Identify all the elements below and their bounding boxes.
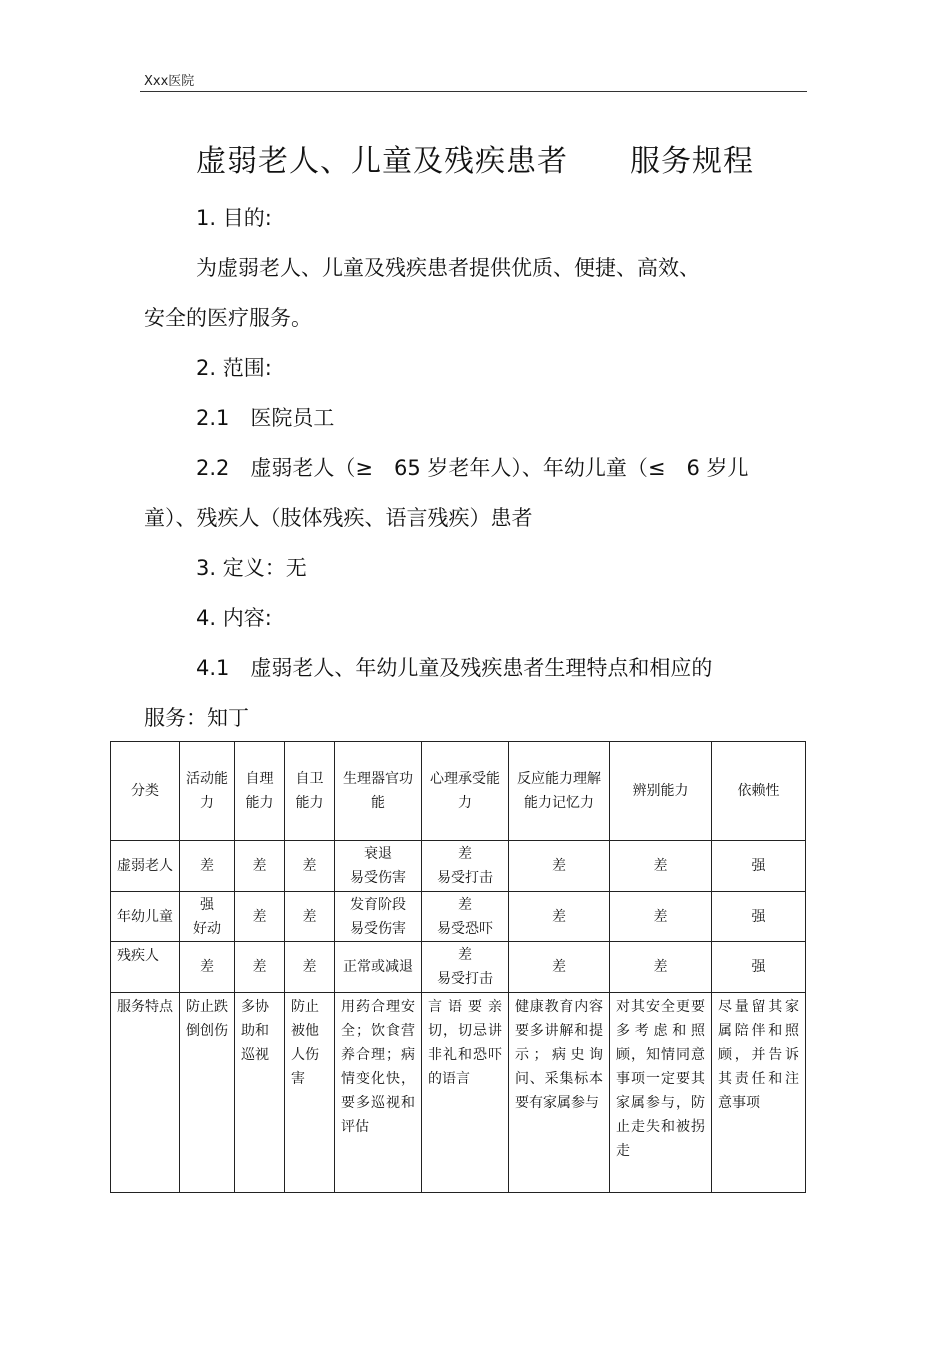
- section-3-text: 3. 定义：无: [196, 556, 307, 580]
- table-cell: 多协助和巡视: [235, 993, 285, 1193]
- table-cell: 差: [509, 841, 610, 892]
- row-category: [111, 942, 180, 993]
- table-cell: 强: [712, 892, 806, 942]
- service-characteristics-table: [110, 741, 806, 1193]
- cell-line: 好动: [193, 920, 221, 937]
- table-cell: 差: [235, 841, 285, 892]
- header-cell: 自卫能力: [285, 742, 335, 841]
- table-cell: 差: [235, 892, 285, 942]
- section-2-1-text: 2.1 医院员工: [196, 406, 335, 430]
- table-cell: 防止被他人伤害: [285, 993, 335, 1193]
- cell-line: 差: [458, 846, 472, 862]
- table-cell: 用药合理安全；饮食营养合理；病情变化快，要多巡视和评估: [335, 993, 422, 1193]
- header-cell: 自理能力: [235, 742, 285, 841]
- cell-line: 发育阶段: [350, 896, 406, 913]
- table-cell: 正常或减退: [335, 942, 422, 993]
- section-4-1-text-line2: 服务：知丁: [144, 706, 249, 730]
- row-category: 虚弱老人: [111, 841, 180, 892]
- table-cell: 强: [712, 942, 806, 993]
- row-category: 服务特点: [111, 993, 180, 1193]
- table-cell: 差: [180, 942, 235, 993]
- table-cell: 差: [235, 942, 285, 993]
- cell-text: 残疾人: [117, 948, 159, 964]
- table-cell: 差: [285, 892, 335, 942]
- section-1-text-line1: 为虚弱老人、儿童及残疾患者提供优质、便捷、高效、: [196, 256, 700, 280]
- section-4-heading: 4. 内容:: [196, 606, 272, 630]
- cell-line: 衰退: [364, 846, 392, 862]
- table-cell: [180, 892, 235, 942]
- cell-line: 差: [458, 947, 472, 963]
- section-2-heading: 2. 范围:: [196, 356, 272, 380]
- cell-line: 强: [200, 896, 214, 913]
- section-2-2-text-line2: 童）、残疾人（肢体残疾、语言残疾）患者: [144, 506, 533, 530]
- cell-line: 差: [458, 896, 472, 913]
- table-header-row: [111, 742, 806, 841]
- table-row: [111, 841, 806, 892]
- header-cell: 活动能力: [180, 742, 235, 841]
- section-1-heading: 1. 目的:: [196, 206, 272, 230]
- table-cell: 尽量留其家属陪伴和照顾，并告诉其责任和注意事项: [712, 993, 806, 1193]
- table-cell: 差: [285, 942, 335, 993]
- header-cell: 依赖性: [712, 742, 806, 841]
- cell-line: 易受打击: [437, 870, 493, 886]
- table-row-service: [111, 993, 806, 1193]
- row-category: 年幼儿童: [111, 892, 180, 942]
- cell-line: 易受伤害: [350, 870, 406, 886]
- header-cell: 反应能力理解能力记忆力: [509, 742, 610, 841]
- table-cell: [422, 892, 509, 942]
- header-cell: 生理器官功能: [335, 742, 422, 841]
- table-cell: [422, 942, 509, 993]
- header-cell: 心理承受能力: [422, 742, 509, 841]
- table-cell: 差: [610, 841, 712, 892]
- header-cell: 辨别能力: [610, 742, 712, 841]
- table-cell: 差: [509, 942, 610, 993]
- table-cell: 差: [610, 892, 712, 942]
- section-2-2-text-line1: 2.2 虚弱老人（≥ 65 岁老年人）、年幼儿童（≤ 6 岁儿: [196, 456, 749, 480]
- table-cell: 言语要亲切，切忌讲非礼和恐吓的语言: [422, 993, 509, 1193]
- table-cell: 健康教育内容要多讲解和提示；病史询问、采集标本要有家属参与: [509, 993, 610, 1193]
- document-title: 虚弱老人、儿童及残疾患者 服务规程: [196, 144, 754, 179]
- section-1-text-line2: 安全的医疗服务。: [144, 306, 312, 330]
- table-cell: [335, 892, 422, 942]
- cell-line: 易受伤害: [350, 920, 406, 937]
- table-cell: 对其安全更要多考虑和照顾，知情同意事项一定要其家属参与，防止走失和被拐走: [610, 993, 712, 1193]
- page-header-text: Xxx医院: [144, 74, 195, 89]
- cell-line: 易受打击: [437, 971, 493, 987]
- table-cell: 强: [712, 841, 806, 892]
- table-cell: 差: [285, 841, 335, 892]
- header-divider: [140, 91, 807, 92]
- table-cell: 防止跌倒创伤: [180, 993, 235, 1193]
- table-row: [111, 942, 806, 993]
- section-4-1-text-line1: 4.1 虚弱老人、年幼儿童及残疾患者生理特点和相应的: [196, 656, 713, 680]
- table-cell: 差: [180, 841, 235, 892]
- table-cell: [335, 841, 422, 892]
- table-cell: 差: [610, 942, 712, 993]
- cell-line: 易受恐吓: [437, 920, 493, 937]
- header-cell: 分类: [111, 742, 180, 841]
- table-cell: 差: [509, 892, 610, 942]
- table-row: [111, 892, 806, 942]
- table-cell: [422, 841, 509, 892]
